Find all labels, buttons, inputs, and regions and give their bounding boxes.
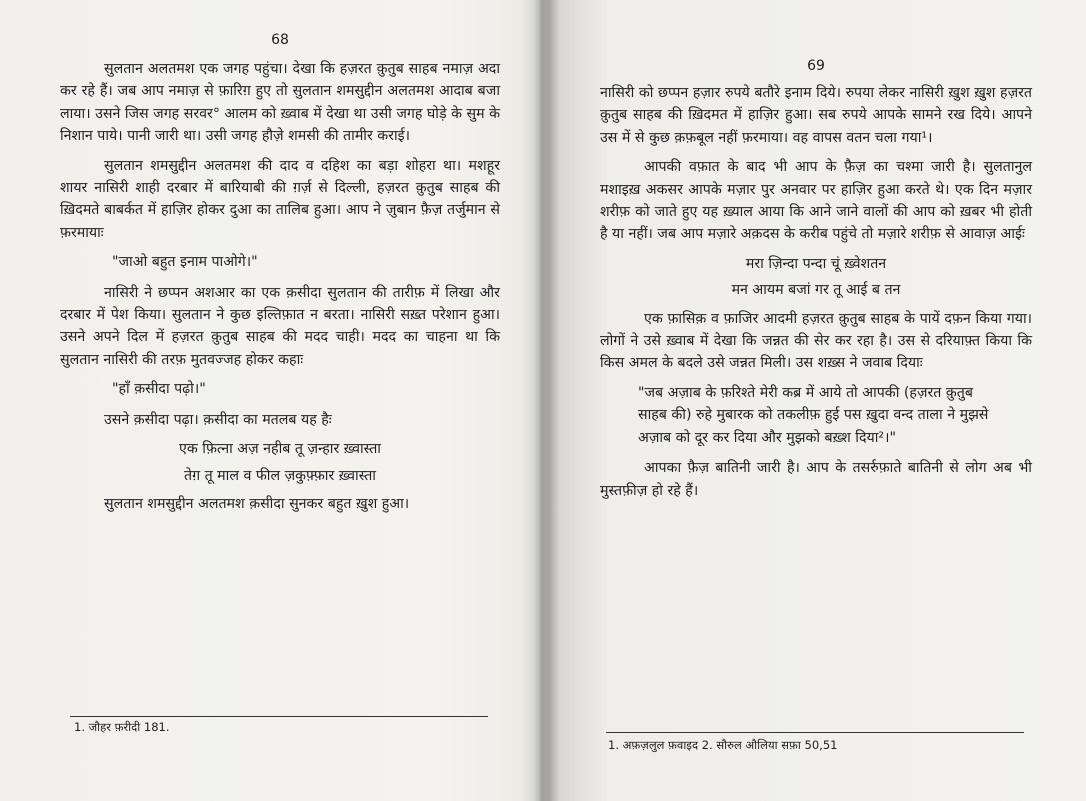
quotation: "हाँ क़सीदा पढ़ो।" bbox=[112, 381, 206, 398]
paragraph: नासिरी को छप्पन हज़ार रुपये बतौरे इनाम दिये। रुपया लेकर नासिरी ख़ुश ख़ुश हज़रत क़ुतुब साहब की ख़िदमत में हाज़िर हुआ। सब रुपये आपके सामने रख दिये। आपने उस में से कुछ क़फ़बूल नहीं फ़रमाया। वह वापस वतन चला गया¹। bbox=[600, 85, 1032, 146]
footnote: 1. अफ़ज़लुल फ़वाइद 2. सौरुल औलिया सफ़ा 50,51 bbox=[608, 738, 838, 752]
paragraph: नासिरी ने छप्पन अशआर का एक क़सीदा सुलतान की तारीफ़ में लिखा और दरबार में पेश किया। सुलतान ने कुछ इल्तिफ़ात न बरता। नासिरी सख़्त परेशान हुआ। उसने अपने दिल में हज़रत क़ुतुब साहब की मदद चाही। मदद का चाहना था कि सुलतान नासिरी की तरफ़ मुतवज्जह होकर कहाः bbox=[60, 284, 500, 368]
footnote: 1. जौहर फ़रीदी 181. bbox=[74, 720, 170, 734]
right-page bbox=[600, 0, 1032, 801]
footnote-divider bbox=[606, 732, 1024, 733]
paragraph: एक फ़ासिक़ व फ़ाजिर आदमी हज़रत क़ुतुब साहब के पायें दफ़न किया गया। लोगों ने उसे ख़्वाब में देखा कि जन्नत की सेर कर रहा है। उस से दरियाफ़्त किया कि किस अमल के बदले उसे जन्नत मिली। उस शख़्स ने जवाब दियाः bbox=[600, 310, 1032, 372]
quotation: "जाओ बहुत इनाम पाओगे।" bbox=[112, 254, 258, 271]
paragraph: सुलतान शमसुद्दीन अलतमश क़सीदा सुनकर बहुत ख़ुश हुआ। bbox=[104, 495, 410, 512]
block-quotation: "जब अज़ाब के फ़रिश्ते मेरी कब्र में आये तो आपकी (हज़रत क़ुतुब साहब की) रुहे मुबारक को तकलीफ़ हुई पस ख़ुदा वन्द ताला ने मुझसे अज़ाब को दूर कर दिया और मुझको बख़्श दिया²।" bbox=[638, 384, 989, 446]
left-page bbox=[60, 0, 500, 801]
verse-line: मन आयम बजां गर तू आई ब तन bbox=[731, 282, 901, 299]
book-gutter bbox=[520, 0, 560, 801]
page-body bbox=[60, 58, 500, 522]
paragraph: उसने क़सीदा पढ़ा। क़सीदा का मतलब यह हैः bbox=[104, 411, 332, 428]
page-number: 68 bbox=[271, 32, 289, 48]
verse-line: मरा ज़िन्दा पन्दा चूं ख़्वेशतन bbox=[745, 255, 887, 272]
page-body bbox=[600, 82, 1032, 509]
paragraph: सुलतान शमसुद्दीन अलतमश की दाद व दहिश का बड़ा शोहरा था। मशहूर शायर नासिरी शाही दरबार में बारियाबी की ग़र्ज़ से दिल्ली, हज़रत क़ुतुब साहब की ख़िदमते बाबर्कत में हाज़िर होकर दुआ का तालिब हुआ। आप ने ज़ुबान फ़ैज़ तर्जुमान से फ़रमायाः bbox=[60, 157, 500, 241]
paragraph: आपका फ़ैज़ बातिनी जारी है। आप के तसर्रुफ़ाते बातिनी से लोग अब भी मुस्तफ़ीज़ हो रहे हैं। bbox=[600, 460, 1032, 499]
footnote-divider bbox=[70, 716, 488, 717]
verse-line: एक फ़ित्ना अज़ नहीब तू ज़न्हार ख़्वास्ता bbox=[179, 441, 381, 458]
paragraph: सुलतान अलतमश एक जगह पहुंचा। देखा कि हज़रत क़ुतुब साहब नमाज़ अदा कर रहे हैं। जब आप नमाज़ से फ़ारिग़ हुए तो सुलतान शमसुद्दीन अलतमश आदाब बजा लाया। उसने जिस जगह सरवर° आलम को ख़्वाब में देखा था उसी जगह घोड़े के सुम के निशान पाये। पानी जारी था। उसी जगह हौज़े शमसी की तामीर कराई। bbox=[60, 61, 500, 145]
paragraph: आपकी वफ़ात के बाद भी आप के फ़ैज़ का चश्मा जारी है। सुलतानुल मशाइख़ अकसर आपके मज़ार पुर अनवार पर हाज़िर हुआ करते थे। एक दिन मज़ार शरीफ़ को जाते हुए यह ख़्याल आया कि आने जाने वालों की आप को ख़बर भी होती है या नहीं। जब आप मज़ारे अक़दस के करीब पहुंचे तो मज़ारे शरीफ़ से आवाज़ आईः bbox=[600, 159, 1032, 243]
page-number: 69 bbox=[807, 58, 825, 74]
verse-line: तेग़ तू माल व फील ज़कुफ़्फ़ार ख़्वास्ता bbox=[183, 467, 376, 484]
